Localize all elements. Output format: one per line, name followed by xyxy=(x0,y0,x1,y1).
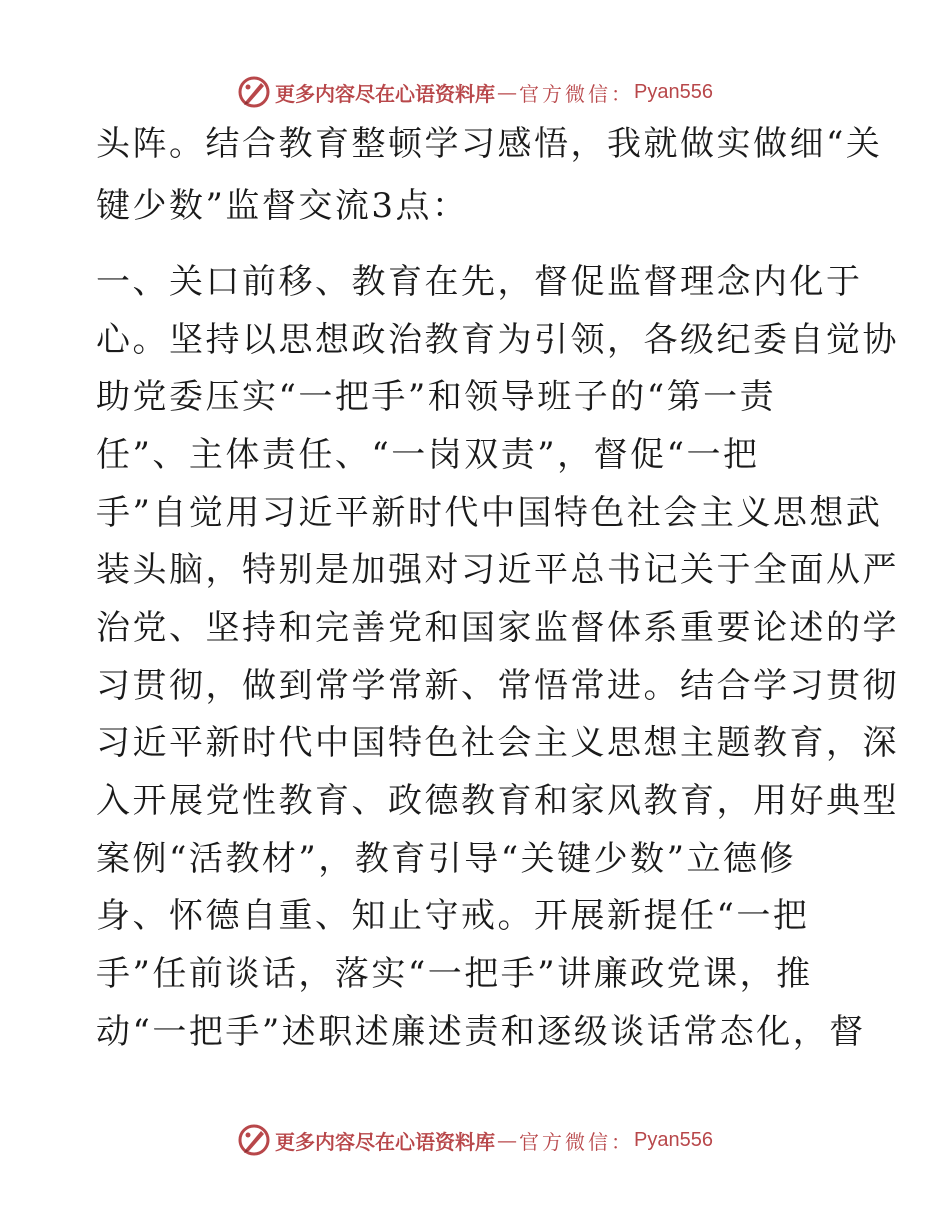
text-line: 入开展党性教育、政德教育和家风教育，用好典型 xyxy=(96,781,899,821)
text-line: 心。坚持以思想政治教育为引领，各级纪委自觉协 xyxy=(96,320,899,360)
footer-banner xyxy=(0,1120,950,1160)
quill-pen-logo-icon xyxy=(237,1123,271,1157)
text-line: 头阵。结合教育整顿学习感悟，我就做实做细“关 xyxy=(96,124,883,164)
header-banner xyxy=(0,72,950,112)
text-line: 装头脑，特别是加强对习近平总书记关于全面从严 xyxy=(96,550,899,590)
text-line: 一、关口前移、教育在先，督促监督理念内化于 xyxy=(96,262,863,302)
text-line: 手”自觉用习近平新时代中国特色社会主义思想武 xyxy=(96,493,883,533)
text-line: 助党委压实“一把手”和领导班子的“第一责 xyxy=(96,377,777,417)
text-line: 动“一把手”述职述廉述责和逐级谈话常态化，督 xyxy=(96,1012,866,1052)
text-line: 身、怀德自重、知止守戒。开展新提任“一把 xyxy=(96,896,810,936)
banner-dash: — xyxy=(497,80,518,104)
banner-official-label: 官方微信： xyxy=(519,81,635,106)
banner-title: 更多内容尽在心语资料库 xyxy=(275,1129,496,1154)
banner-dash: — xyxy=(497,1128,518,1152)
banner-official-label: 官方微信： xyxy=(519,1129,635,1154)
text-line: 任”、主体责任、“一岗双责”，督促“一把 xyxy=(96,435,760,475)
text-line: 习近平新时代中国特色社会主义思想主题教育，深 xyxy=(96,723,899,763)
banner-wechat-id: Pyan556 xyxy=(634,80,713,103)
quill-pen-logo-icon xyxy=(237,75,271,109)
text-line: 案例“活教材”，教育引导“关键少数”立德修 xyxy=(96,839,797,879)
banner-wechat-id: Pyan556 xyxy=(634,1128,713,1151)
banner-title: 更多内容尽在心语资料库 xyxy=(275,81,496,106)
text-line: 手”任前谈话，落实“一把手”讲廉政党课，推 xyxy=(96,954,813,994)
text-line: 键少数”监督交流3点： xyxy=(96,186,469,226)
text-line: 习贯彻，做到常学常新、常悟常进。结合学习贯彻 xyxy=(96,666,899,706)
text-line: 治党、坚持和完善党和国家监督体系重要论述的学 xyxy=(96,608,899,648)
